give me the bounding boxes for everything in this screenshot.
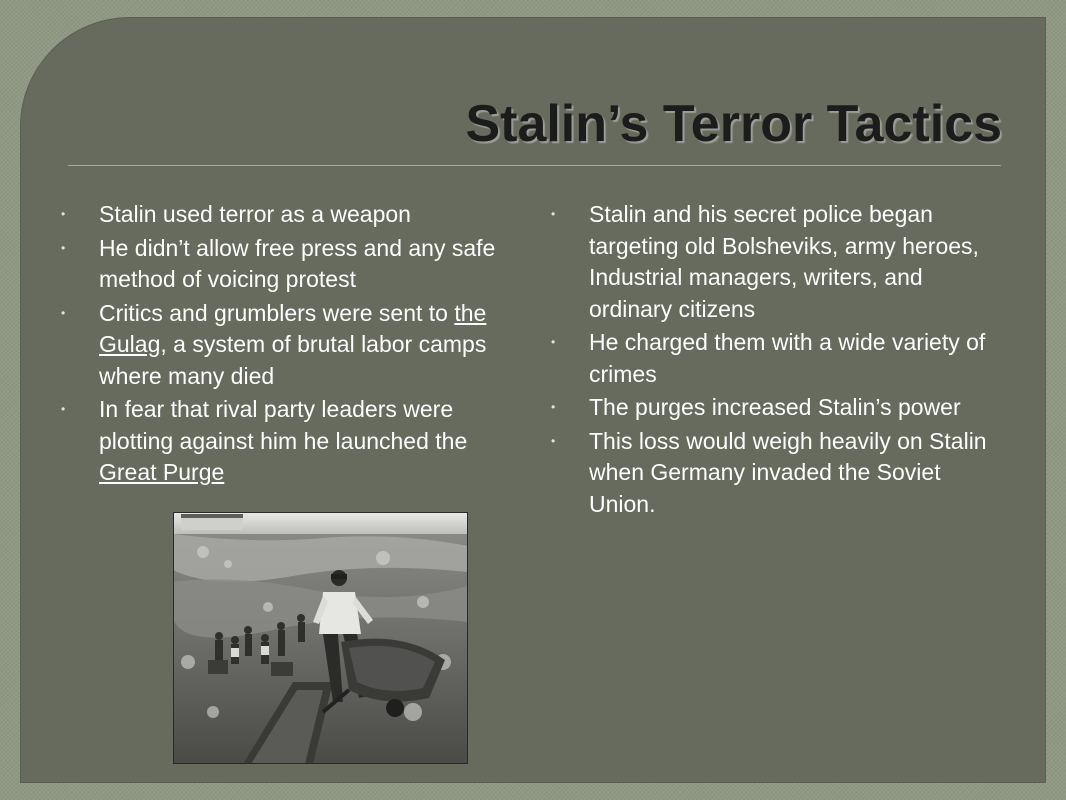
bullet-item: [61, 199, 531, 231]
bullet-item: [61, 394, 531, 489]
bullet-text: Critics and grumblers were sent to: [99, 299, 455, 326]
bullet-text: , a system of brutal labor camps where many died: [99, 331, 487, 389]
bullet-item: [551, 327, 1006, 390]
great-purge-link[interactable]: Great Purge: [99, 459, 225, 485]
bullet-item: [551, 392, 1006, 424]
bullet-item: [551, 426, 1006, 521]
bullet-text: Stalin and his secret police began targeting old Bolsheviks, army heroes, Industrial managers, writers, and ordinary citizens: [589, 201, 979, 322]
bullet-item: [551, 199, 1006, 325]
slide-title: Stalin’s Terror Tactics: [465, 95, 1002, 153]
bullet-text: In fear that rival party leaders were plotting against him he launched the: [99, 396, 468, 454]
bullet-text: He charged them with a wide variety of crimes: [589, 329, 986, 387]
bullet-text: He didn’t allow free press and any safe method of voicing protest: [99, 234, 496, 292]
gulag-link[interactable]: the Gulag: [99, 299, 487, 357]
title-divider: [68, 165, 1001, 166]
bullet-text: This loss would weigh heavily on Stalin when Germany invaded the Soviet Union.: [589, 427, 987, 517]
gulag-labor-photo: [173, 512, 468, 764]
bullet-text: The purges increased Stalin’s power: [589, 394, 961, 420]
left-bullet-list: [61, 199, 531, 491]
bullet-item: [61, 298, 531, 393]
right-bullet-list: [551, 199, 1006, 522]
bullet-text: Stalin used terror as a weapon: [99, 201, 411, 227]
bullet-item: [61, 233, 531, 296]
